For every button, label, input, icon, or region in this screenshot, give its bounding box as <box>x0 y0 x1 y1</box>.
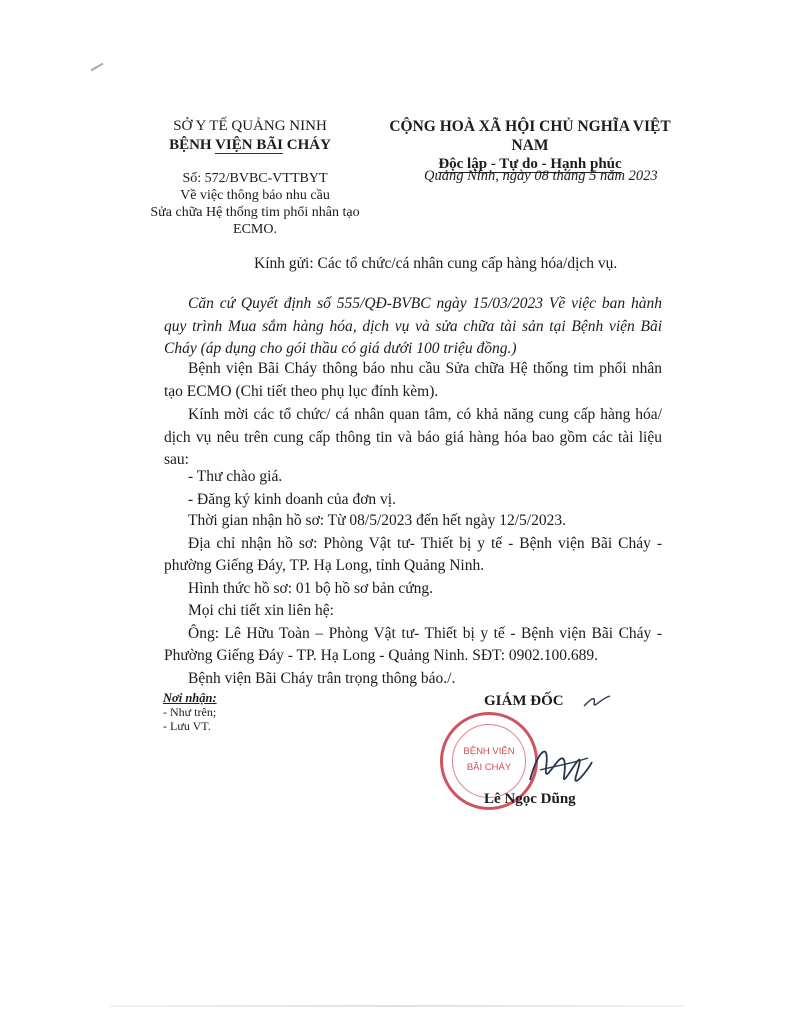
contact-intro: Mọi chi tiết xin liên hệ: <box>188 602 334 619</box>
signer-name: Lê Ngọc Dũng <box>484 791 576 807</box>
hospital-name: BỆNH VIỆN BÃI CHÁY <box>169 137 331 153</box>
seal-text: BỆNH VIỆN <box>463 746 515 757</box>
contact-details: Ông: Lê Hữu Toàn – Phòng Vật tư- Thiết bị y tế - Bệnh viện Bãi Cháy - Phường Giếng Đáy - TP. Hạ Long - Quảng Ninh. SĐT: 0902.100.689. <box>164 624 662 664</box>
paragraph-announcement: Bệnh viện Bãi Cháy thông báo nhu cầu Sửa chữa Hệ thống tim phổi nhân tạo ECMO (Chi tiết theo phụ lục đính kèm). <box>164 360 662 400</box>
document-number: Số: 572/BVBC-VTTBYT <box>182 171 328 186</box>
scan-edge <box>110 1005 684 1007</box>
recipients-block <box>163 691 217 733</box>
seal-text: BÃI CHÁY <box>466 762 512 773</box>
list-item: - Đăng ký kinh doanh của đơn vị. <box>188 489 396 512</box>
issuing-agency-header <box>150 117 350 155</box>
submission-address: Địa chỉ nhận hồ sơ: Phòng Vật tư- Thiết bị y tế - Bệnh viện Bãi Cháy - phường Giếng Đáy, TP. Hạ Long, tỉnh Quảng Ninh. <box>164 534 662 574</box>
submission-format: Hình thức hồ sơ: 01 bộ hồ sơ bản cứng. <box>188 579 434 597</box>
national-header <box>370 117 690 174</box>
submission-details <box>164 510 662 690</box>
submission-time: Thời gian nhận hồ sơ: Từ 08/5/2023 đến hết ngày 12/5/2023. <box>188 512 566 529</box>
list-item: - Thư chào giá. <box>188 466 396 489</box>
subject-line: Về việc thông báo nhu cầu <box>180 188 330 203</box>
subject-line: ECMO. <box>233 222 277 237</box>
scan-mark <box>90 63 103 72</box>
paragraph-legal-basis: Căn cứ Quyết định số 555/QĐ-BVBC ngày 15/03/2023 Về việc ban hành quy trình Mua sắm hàng hóa, dịch vụ và sửa chữa tài sản tại Bệnh viện Bãi Cháy (áp dụng cho gói thầu có giá dưới 100 triệu đồng.) <box>164 295 662 357</box>
nation-name: CỘNG HOÀ XÃ HỘI CHỦ NGHĨA VIỆT NAM <box>389 118 671 154</box>
recipients-title: Nơi nhận: <box>163 691 217 705</box>
closing-line: Bệnh viện Bãi Cháy trân trọng thông báo./. <box>188 669 456 687</box>
subject-line: Sửa chữa Hệ thống tim phổi nhân tạo <box>150 205 360 220</box>
place-and-date: Quảng Ninh, ngày 08 tháng 5 năm 2023 <box>424 168 658 184</box>
recipient-item: - Như trên; <box>163 705 217 719</box>
recipient-item: - Lưu VT. <box>163 719 217 733</box>
document-reference <box>150 170 360 238</box>
required-documents-list <box>188 466 396 511</box>
initial-mark-icon <box>582 690 612 710</box>
greeting: Kính gửi: Các tổ chức/cá nhân cung cấp hàng hóa/dịch vụ. <box>254 255 618 272</box>
paragraph-invitation: Kính mời các tổ chức/ cá nhân quan tâm, có khả năng cung cấp hàng hóa/ dịch vụ nêu trên cung cấp thông tin và báo giá hàng hóa bao gồm các tài liệu sau: <box>164 406 662 468</box>
national-motto: Độc lập - Tự do - Hạnh phúc <box>438 156 622 172</box>
signer-title: GIÁM ĐỐC <box>484 693 564 709</box>
parent-org: SỞ Y TẾ QUẢNG NINH <box>173 118 327 134</box>
